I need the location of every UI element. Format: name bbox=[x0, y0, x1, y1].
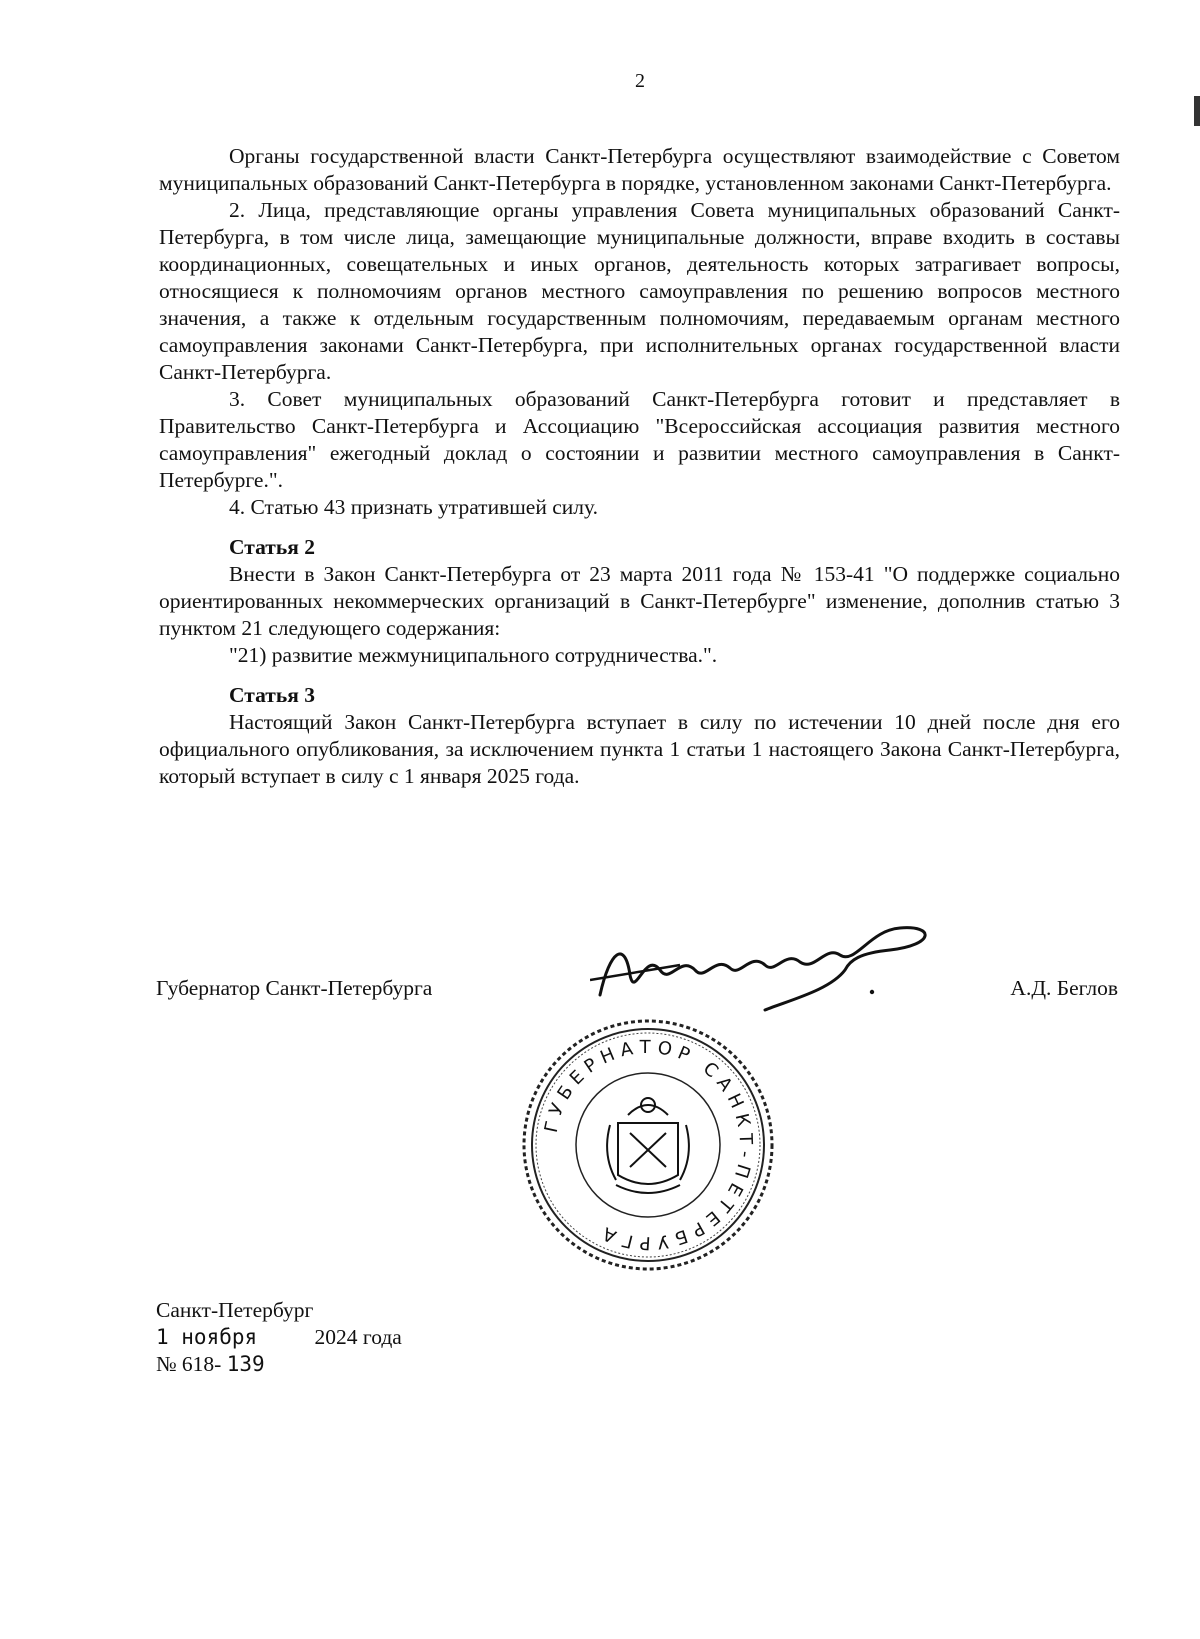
document-footer bbox=[156, 1297, 402, 1378]
article-3-text: Настоящий Закон Санкт-Петербурга вступает в силу по истечении 10 дней после дня его официального опубликования, за исключением пункта 1 статьи 1 настоящего Закона Санкт-Петербурга, который вступает в силу с 1 января 2025 года. bbox=[159, 710, 1120, 788]
paragraph-item-3: 3. Совет муниципальных образований Санкт-Петербурга готовит и представляет в Правительство Санкт-Петербурга и Ассоциацию "Всероссийская ассоциация развития местного самоуправления" ежегодный доклад о состоянии и развитии местного самоуправления в Санкт-Петербурге.". bbox=[159, 387, 1120, 492]
paragraph-item-4: 4. Статью 43 признать утратившей силу. bbox=[229, 495, 598, 519]
handwritten-signature bbox=[590, 920, 960, 1020]
scan-edge-mark bbox=[1194, 96, 1200, 126]
article-2-heading: Статья 2 bbox=[229, 535, 315, 559]
official-seal bbox=[518, 1015, 778, 1275]
document-number bbox=[156, 1351, 402, 1378]
signatory-name: А.Д. Беглов bbox=[1010, 976, 1118, 1000]
city-label: Санкт-Петербург bbox=[156, 1298, 314, 1322]
document-body bbox=[159, 143, 1120, 790]
article-2-text: Внести в Закон Санкт-Петербурга от 23 марта 2011 года № 153-41 "О поддержке социально ориентированных некоммерческих организаций в Санкт-Петербурге" изменение, дополнив статью 3 пунктом 21 следующего содержания: bbox=[159, 562, 1120, 640]
coat-of-arms-icon bbox=[607, 1098, 689, 1193]
page-number: 2 bbox=[635, 70, 645, 92]
seal-text: ГУБЕРНАТОР САНКТ-ПЕТЕРБУРГА bbox=[540, 1036, 757, 1254]
date-row bbox=[156, 1324, 402, 1351]
paragraph-interaction: Органы государственной власти Санкт-Петербурга осуществляют взаимодействие с Советом муниципальных образований Санкт-Петербурга в порядке, установленном законами Санкт-Петербурга. bbox=[159, 144, 1120, 195]
article-2-quote: "21) развитие межмуниципального сотрудничества.". bbox=[229, 643, 718, 667]
number-prefix: № 618- bbox=[156, 1352, 222, 1376]
svg-text:ГУБЕРНАТОР САНКТ-ПЕТЕРБУРГА bbox=[541, 1037, 757, 1253]
paragraph-item-2: 2. Лица, представляющие органы управления Совета муниципальных образований Санкт-Петербурга, в том числе лица, замещающие муниципальные должности, вправе входить в составы координационных, совещательных и иных органов, деятельность которых затрагивает вопросы, относящиеся к полномочиям органов местного самоуправления по решению вопросов местного значения, а также к отдельным государственным полномочиям, передаваемым органам местного самоуправления законами Санкт-Петербурга, при исполнительных органах государственной власти Санкт-Петербурга. bbox=[159, 198, 1120, 384]
signatory-role: Губернатор Санкт-Петербурга bbox=[156, 976, 433, 1000]
date-day-month: 1 ноября bbox=[156, 1325, 258, 1349]
article-3-heading: Статья 3 bbox=[229, 683, 315, 707]
number-value: 139 bbox=[226, 1352, 265, 1376]
date-year: 2024 года bbox=[314, 1325, 402, 1349]
